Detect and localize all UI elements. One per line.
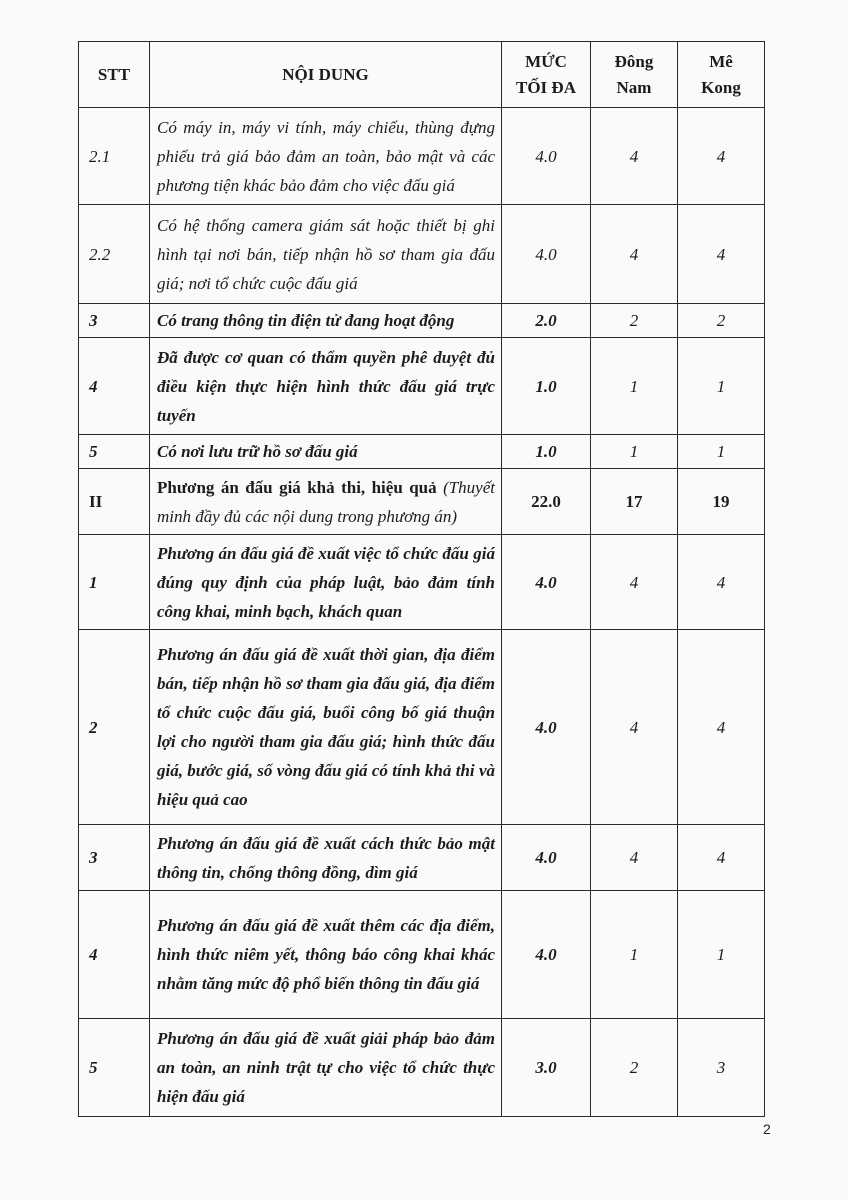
row-max-score: 4.0 — [502, 630, 591, 825]
header-max-line1: MỨC — [525, 51, 567, 71]
header-dong-nam — [591, 42, 678, 108]
row-content: Có trang thông tin điện tử đang hoạt động — [150, 304, 502, 338]
header-dong-nam-line1: Đông — [614, 51, 654, 71]
row-dong-nam-score: 4 — [591, 535, 678, 630]
header-max-line2: TỐI ĐA — [516, 77, 576, 97]
row-stt: II — [79, 469, 150, 535]
row-content: Phương án đấu giá đề xuất thời gian, địa điểm bán, tiếp nhận hồ sơ tham gia đấu giá, địa điểm tổ chức cuộc đấu giá, buổi công bố giá thuận lợi cho người tham gia đấu giá; hình thức đấu giá, bước giá, số vòng đấu giá có tính khả thi và hiệu quả cao — [150, 630, 502, 825]
table-row — [79, 535, 765, 630]
table-row — [79, 205, 765, 304]
row-mekong-score: 2 — [678, 304, 765, 338]
row-dong-nam-score: 17 — [591, 469, 678, 535]
row-max-score: 4.0 — [502, 891, 591, 1019]
row-dong-nam-score: 4 — [591, 108, 678, 205]
row-stt: 4 — [79, 891, 150, 1019]
row-content: Phương án đấu giá đề xuất cách thức bảo mật thông tin, chống thông đồng, dìm giá — [150, 825, 502, 891]
row-dong-nam-score: 2 — [591, 1019, 678, 1117]
table-row — [79, 304, 765, 338]
table-row — [79, 630, 765, 825]
row-mekong-score: 4 — [678, 535, 765, 630]
row-stt: 2.1 — [79, 108, 150, 205]
row-max-score: 1.0 — [502, 338, 591, 435]
row-dong-nam-score: 1 — [591, 435, 678, 469]
section-note: (Thuyết minh đầy đủ các nội dung trong phương án) — [157, 477, 495, 526]
row-mekong-score: 4 — [678, 108, 765, 205]
table-row — [79, 435, 765, 469]
header-max-score — [502, 42, 591, 108]
row-content: Có nơi lưu trữ hồ sơ đấu giá — [150, 435, 502, 469]
row-mekong-score: 4 — [678, 825, 765, 891]
row-max-score: 4.0 — [502, 535, 591, 630]
header-mekong-line2: Kong — [701, 77, 741, 97]
table-row — [79, 108, 765, 205]
table-row — [79, 338, 765, 435]
row-max-score: 4.0 — [502, 205, 591, 304]
row-content: Phương án đấu giá đề xuất giải pháp bảo đảm an toàn, an ninh trật tự cho việc tổ chức thực hiện đấu giá — [150, 1019, 502, 1117]
table-header-row — [79, 42, 765, 108]
row-stt: 3 — [79, 304, 150, 338]
section-title: Phương án đấu giá khả thi, hiệu quả — [157, 477, 437, 497]
header-mekong — [678, 42, 765, 108]
row-stt: 4 — [79, 338, 150, 435]
row-max-score: 3.0 — [502, 1019, 591, 1117]
table-row — [79, 825, 765, 891]
row-dong-nam-score: 4 — [591, 630, 678, 825]
row-max-score: 4.0 — [502, 108, 591, 205]
row-content: Đã được cơ quan có thẩm quyền phê duyệt đủ điều kiện thực hiện hình thức đấu giá trực tuyến — [150, 338, 502, 435]
page-number: 2 — [763, 1121, 771, 1137]
row-stt: 1 — [79, 535, 150, 630]
row-mekong-score: 4 — [678, 630, 765, 825]
row-max-score: 22.0 — [502, 469, 591, 535]
row-dong-nam-score: 2 — [591, 304, 678, 338]
header-stt: STT — [79, 42, 150, 108]
row-content: Phương án đấu giá đề xuất thêm các địa điểm, hình thức niêm yết, thông báo công khai khác nhằm tăng mức độ phổ biến thông tin đấu giá — [150, 891, 502, 1019]
header-dong-nam-line2: Nam — [616, 77, 652, 97]
row-stt: 2.2 — [79, 205, 150, 304]
header-mekong-line1: Mê — [709, 51, 733, 71]
row-dong-nam-score: 4 — [591, 205, 678, 304]
header-content: NỘI DUNG — [150, 42, 502, 108]
table-row — [79, 1019, 765, 1117]
row-max-score: 1.0 — [502, 435, 591, 469]
row-content: Phương án đấu giá đề xuất việc tổ chức đấu giá đúng quy định của pháp luật, bảo đảm tính công khai, minh bạch, khách quan — [150, 535, 502, 630]
row-dong-nam-score: 1 — [591, 891, 678, 1019]
table-row — [79, 891, 765, 1019]
row-mekong-score: 4 — [678, 205, 765, 304]
row-content: Có máy in, máy vi tính, máy chiếu, thùng đựng phiếu trả giá bảo đảm an toàn, bảo mật và các phương tiện khác bảo đảm cho việc đấu giá — [150, 108, 502, 205]
row-dong-nam-score: 4 — [591, 825, 678, 891]
row-mekong-score: 1 — [678, 338, 765, 435]
row-mekong-score: 19 — [678, 469, 765, 535]
row-content: Có hệ thống camera giám sát hoặc thiết bị ghi hình tại nơi bán, tiếp nhận hồ sơ tham gia đấu giá; nơi tổ chức cuộc đấu giá — [150, 205, 502, 304]
row-max-score: 4.0 — [502, 825, 591, 891]
row-stt: 3 — [79, 825, 150, 891]
row-stt: 2 — [79, 630, 150, 825]
evaluation-table — [78, 41, 765, 1117]
row-content — [150, 469, 502, 535]
row-mekong-score: 1 — [678, 891, 765, 1019]
row-dong-nam-score: 1 — [591, 338, 678, 435]
row-mekong-score: 3 — [678, 1019, 765, 1117]
table-row-section — [79, 469, 765, 535]
row-max-score: 2.0 — [502, 304, 591, 338]
row-stt: 5 — [79, 1019, 150, 1117]
row-stt: 5 — [79, 435, 150, 469]
row-mekong-score: 1 — [678, 435, 765, 469]
